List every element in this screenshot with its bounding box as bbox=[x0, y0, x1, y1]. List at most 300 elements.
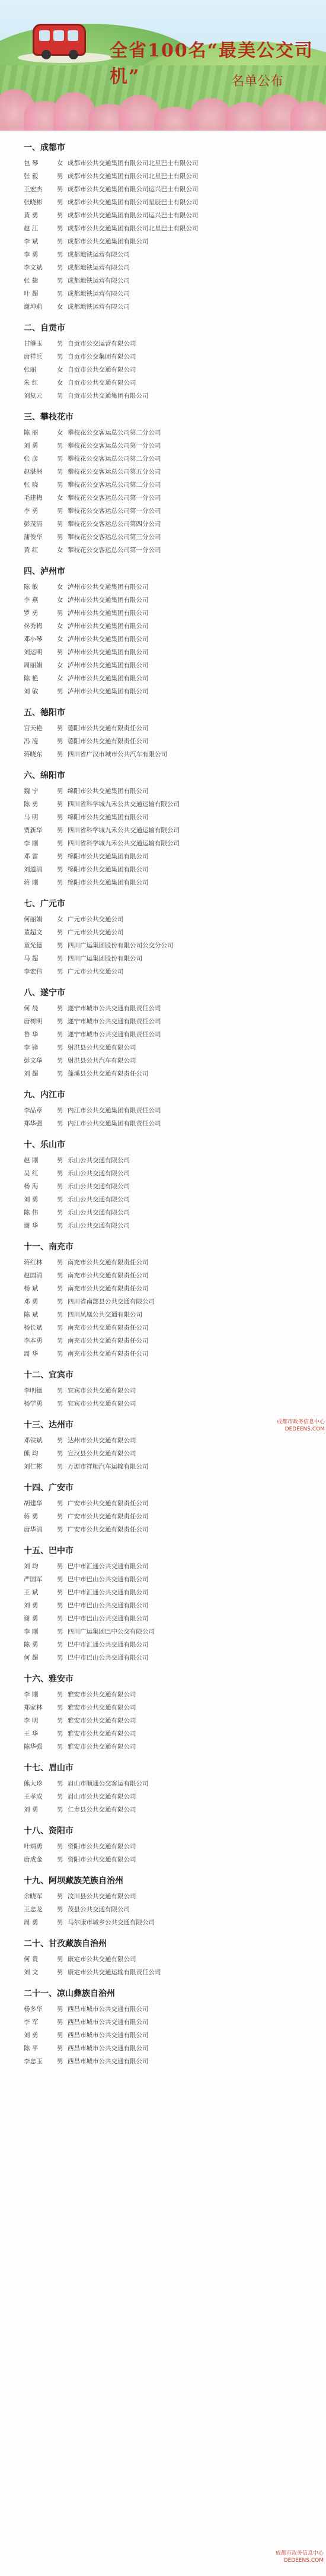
entry-organization: 南充市公共交通有限责任公司 bbox=[68, 1324, 149, 1331]
entry-name: 何 晨 bbox=[24, 1005, 39, 1012]
list-item bbox=[24, 580, 309, 594]
entry-organization: 泸州市公共交通集团有限公司 bbox=[68, 662, 149, 669]
list-item bbox=[24, 633, 309, 646]
entry-gender: 男 bbox=[57, 1259, 63, 1266]
list-item bbox=[24, 1573, 309, 1586]
entry-name: 赵湛洲 bbox=[24, 468, 43, 475]
entry-organization: 蓬溪县公共交通有限责任公司 bbox=[68, 1070, 149, 1077]
entry-gender: 男 bbox=[57, 2019, 63, 2026]
entry-organization: 内江市公共交通集团有限责任公司 bbox=[68, 1120, 161, 1127]
entry-name: 甘肇玉 bbox=[24, 340, 43, 347]
entry-organization: 广元市公共交通公司 bbox=[68, 916, 124, 923]
entry-gender: 男 bbox=[57, 827, 63, 834]
entry-gender: 男 bbox=[57, 1311, 63, 1318]
name-list bbox=[0, 131, 326, 2068]
section-title: 十三、达州市 bbox=[24, 1420, 73, 1430]
entry-name: 冯 凌 bbox=[24, 738, 39, 745]
entry-gender: 男 bbox=[57, 1654, 63, 1661]
entry-organization: 马尔康市城乡公共交通有限公司 bbox=[68, 1919, 155, 1926]
entry-gender: 男 bbox=[57, 2032, 63, 2039]
entry-gender: 男 bbox=[57, 1057, 63, 1064]
entry-organization: 四川省科学城九禾公共交通运输有限公司 bbox=[68, 840, 180, 847]
list-item bbox=[24, 1803, 309, 1816]
list-item bbox=[24, 1167, 309, 1180]
list-item bbox=[24, 1295, 309, 1308]
entry-organization: 绵阳市公共交通集团有限公司 bbox=[68, 814, 149, 821]
entry-name: 罗 勇 bbox=[24, 610, 39, 617]
entry-gender: 女 bbox=[57, 916, 63, 923]
entry-name: 王宏杰 bbox=[24, 186, 43, 193]
list-item bbox=[24, 1497, 309, 1510]
entry-name: 李 勇 bbox=[24, 251, 39, 258]
list-item bbox=[24, 1777, 309, 1790]
entry-organization: 遂宁市城市公共交通有限责任公司 bbox=[68, 1018, 161, 1025]
entry-gender: 男 bbox=[57, 1018, 63, 1025]
entry-organization: 射洪县公共交通有限公司 bbox=[68, 1044, 136, 1051]
entry-name: 李 锋 bbox=[24, 1044, 39, 1051]
entry-name: 鲁 华 bbox=[24, 1031, 39, 1038]
entry-name: 蒋晓东 bbox=[24, 751, 43, 758]
list-item bbox=[24, 837, 309, 850]
entry-name: 毛建梅 bbox=[24, 494, 43, 502]
entry-name: 李 刚 bbox=[24, 1691, 39, 1698]
entry-name: 谢坤莉 bbox=[24, 303, 43, 310]
list-item bbox=[24, 1054, 309, 1067]
entry-name: 张 捷 bbox=[24, 277, 39, 284]
entry-organization: 成都市公共交通集团有限公司星辰巴士有限公司 bbox=[68, 199, 199, 206]
entry-gender: 男 bbox=[57, 725, 63, 732]
list-item bbox=[24, 1916, 309, 1929]
entry-organization: 德阳市公共交通有限责任公司 bbox=[68, 738, 149, 745]
list-item bbox=[24, 183, 309, 196]
entry-name: 严国军 bbox=[24, 1576, 43, 1583]
entry-organization: 四川广运集团股份有限公司公交分公司 bbox=[68, 942, 174, 949]
entry-gender: 男 bbox=[57, 1730, 63, 1737]
entry-gender: 男 bbox=[57, 1563, 63, 1570]
entry-gender: 男 bbox=[57, 1337, 63, 1344]
list-item bbox=[24, 2016, 309, 2029]
entry-organization: 泸州市公共交通集团有限公司 bbox=[68, 675, 149, 682]
entry-organization: 成都地铁运营有限公司 bbox=[68, 277, 130, 284]
entry-name: 李 斌 bbox=[24, 238, 39, 245]
entry-gender: 男 bbox=[57, 455, 63, 462]
entry-name: 谢 勇 bbox=[24, 1615, 39, 1622]
list-item bbox=[24, 261, 309, 274]
entry-name: 蒲俊华 bbox=[24, 534, 43, 541]
entry-organization: 四川省科学城九禾公共交通运输有限公司 bbox=[68, 827, 180, 834]
list-item bbox=[24, 363, 309, 376]
entry-gender: 男 bbox=[57, 2045, 63, 2052]
entry-gender: 男 bbox=[57, 866, 63, 873]
entry-organization: 宜宾市公共交通有限公司 bbox=[68, 1400, 136, 1407]
entry-organization: 射洪县公共汽车有限公司 bbox=[68, 1057, 136, 1064]
list-item bbox=[24, 465, 309, 478]
entry-gender: 男 bbox=[57, 264, 63, 271]
list-item bbox=[24, 1510, 309, 1523]
entry-gender: 男 bbox=[57, 1717, 63, 1724]
entry-gender: 男 bbox=[57, 1298, 63, 1305]
entry-gender: 女 bbox=[57, 583, 63, 591]
list-item bbox=[24, 748, 309, 761]
watermark: 成都市政务信息中心 DEDEENS.COM bbox=[276, 1419, 325, 1432]
list-item bbox=[24, 531, 309, 544]
entry-name: 刘运明 bbox=[24, 649, 43, 656]
entry-name: 邓 雷 bbox=[24, 853, 39, 860]
entry-gender: 男 bbox=[57, 1526, 63, 1533]
entry-organization: 成都市公共交通集团有限公司北星巴士有限公司 bbox=[68, 173, 199, 180]
list-item bbox=[24, 1002, 309, 1015]
entry-name: 蒋红林 bbox=[24, 1259, 43, 1266]
list-item bbox=[24, 1714, 309, 1727]
entry-organization: 四川凤凰公共交通有限公司 bbox=[68, 1311, 142, 1318]
entry-name: 李宏伟 bbox=[24, 968, 43, 975]
entry-organization: 眉山市顺通公交客运有限公司 bbox=[68, 1780, 149, 1787]
list-item bbox=[24, 1586, 309, 1599]
list-item bbox=[24, 2029, 309, 2042]
entry-name: 张丽 bbox=[24, 366, 36, 373]
list-item bbox=[24, 452, 309, 465]
list-item bbox=[24, 1256, 309, 1269]
entry-gender: 男 bbox=[57, 1576, 63, 1583]
list-item bbox=[24, 376, 309, 389]
entry-gender: 男 bbox=[57, 1183, 63, 1190]
entry-gender: 男 bbox=[57, 1628, 63, 1635]
entry-organization: 遂宁市城市公共交通有限责任公司 bbox=[68, 1031, 161, 1038]
entry-gender: 男 bbox=[57, 353, 63, 360]
list-item bbox=[24, 491, 309, 505]
entry-gender: 男 bbox=[57, 814, 63, 821]
list-item bbox=[24, 1384, 309, 1397]
entry-name: 李 刚 bbox=[24, 840, 39, 847]
entry-gender: 男 bbox=[57, 929, 63, 936]
entry-gender: 男 bbox=[57, 1196, 63, 1203]
list-item bbox=[24, 1180, 309, 1193]
entry-organization: 自贡市公交集团有限公司 bbox=[68, 353, 136, 360]
entry-name: 李明德 bbox=[24, 1387, 43, 1394]
list-item bbox=[24, 913, 309, 926]
entry-organization: 巴中市巴山公共交通有限公司 bbox=[68, 1615, 149, 1622]
entry-name: 杨 斌 bbox=[24, 1285, 39, 1292]
list-item bbox=[24, 863, 309, 876]
banner bbox=[0, 0, 326, 131]
list-item bbox=[24, 1740, 309, 1753]
entry-organization: 巴中市汇通公共交通有限公司 bbox=[68, 1563, 149, 1570]
list-item bbox=[24, 287, 309, 300]
list-item bbox=[24, 1193, 309, 1206]
entry-organization: 乐山公共交通有限公司 bbox=[68, 1170, 130, 1177]
section-title: 十八、资阳市 bbox=[24, 1826, 73, 1836]
entry-gender: 男 bbox=[57, 534, 63, 541]
entry-organization: 西昌市城市公共交通有限公司 bbox=[68, 2045, 149, 2052]
entry-organization: 广安市公共交通有限责任公司 bbox=[68, 1500, 149, 1507]
entry-organization: 巴中市巴山公共交通有限公司 bbox=[68, 1654, 149, 1661]
section-title: 十一、南充市 bbox=[24, 1242, 73, 1252]
entry-name: 杨 海 bbox=[24, 1183, 39, 1190]
entry-name: 张 晓 bbox=[24, 481, 39, 488]
entry-organization: 攀枝花公交客运总公司第二分公司 bbox=[68, 481, 161, 488]
list-item bbox=[24, 1282, 309, 1295]
entry-gender: 男 bbox=[57, 2058, 63, 2065]
list-item bbox=[24, 2003, 309, 2016]
list-item bbox=[24, 939, 309, 952]
entry-name: 陈 伟 bbox=[24, 1209, 39, 1216]
list-item bbox=[24, 1117, 309, 1130]
entry-gender: 男 bbox=[57, 1272, 63, 1279]
entry-name: 郑华强 bbox=[24, 1120, 43, 1127]
entry-gender: 男 bbox=[57, 1070, 63, 1077]
entry-name: 佟秀梅 bbox=[24, 623, 43, 630]
entry-name: 杨学勇 bbox=[24, 1400, 43, 1407]
entry-name: 李 刚 bbox=[24, 1628, 39, 1635]
entry-name: 刘 均 bbox=[24, 1563, 39, 1570]
entry-organization: 巴中市汇通公共交通有限公司 bbox=[68, 1589, 149, 1596]
entry-name: 宫天艳 bbox=[24, 725, 43, 732]
entry-organization: 自贡市公共交通集团有限公司 bbox=[68, 392, 149, 399]
entry-name: 王 斌 bbox=[24, 1589, 39, 1596]
entry-name: 唐成金 bbox=[24, 1856, 43, 1863]
entry-name: 董超文 bbox=[24, 929, 43, 936]
page-title: 全省100名“最美公交司机” bbox=[110, 40, 314, 87]
entry-organization: 绵阳市公共交通集团有限公司 bbox=[68, 879, 149, 886]
entry-organization: 四川省南部县公共交通有限公司 bbox=[68, 1298, 155, 1305]
entry-organization: 泸州市公共交通集团有限公司 bbox=[68, 583, 149, 591]
entry-organization: 乐山公共交通有限公司 bbox=[68, 1157, 130, 1164]
entry-organization: 茂县公共交通有限公司 bbox=[68, 1906, 130, 1913]
entry-name: 谢 华 bbox=[24, 1222, 39, 1229]
entry-organization: 雅安市公共交通有限公司 bbox=[68, 1717, 136, 1724]
list-item bbox=[24, 222, 309, 235]
entry-gender: 男 bbox=[57, 1222, 63, 1229]
entry-organization: 广元市公共交通公司 bbox=[68, 968, 124, 975]
entry-organization: 乐山公共交通有限公司 bbox=[68, 1196, 130, 1203]
entry-gender: 男 bbox=[57, 1602, 63, 1609]
entry-gender: 男 bbox=[57, 1285, 63, 1292]
entry-name: 赵 江 bbox=[24, 225, 39, 232]
entry-gender: 男 bbox=[57, 1969, 63, 1976]
entry-gender: 男 bbox=[57, 738, 63, 745]
entry-gender: 男 bbox=[57, 1437, 63, 1444]
list-item bbox=[24, 1560, 309, 1573]
entry-name: 刘仁彬 bbox=[24, 1463, 43, 1470]
entry-gender: 男 bbox=[57, 840, 63, 847]
list-item bbox=[24, 1890, 309, 1903]
entry-gender: 男 bbox=[57, 968, 63, 975]
list-item bbox=[24, 1447, 309, 1460]
entry-gender: 男 bbox=[57, 290, 63, 297]
entry-gender: 女 bbox=[57, 366, 63, 373]
entry-gender: 男 bbox=[57, 1209, 63, 1216]
entry-gender: 男 bbox=[57, 1350, 63, 1357]
entry-organization: 广元市公共交通公司 bbox=[68, 929, 124, 936]
list-item bbox=[24, 1612, 309, 1625]
entry-name: 刘 勇 bbox=[24, 442, 39, 449]
entry-gender: 男 bbox=[57, 1044, 63, 1051]
entry-organization: 泸州市公共交通集团有限公司 bbox=[68, 623, 149, 630]
list-item bbox=[24, 1625, 309, 1638]
entry-gender: 男 bbox=[57, 1589, 63, 1596]
entry-organization: 汶川县公共交通有限公司 bbox=[68, 1893, 136, 1900]
entry-organization: 泸州市公共交通集团有限公司 bbox=[68, 610, 149, 617]
section-title: 九、内江市 bbox=[24, 1090, 65, 1100]
entry-organization: 泸州市公共交通集团有限公司 bbox=[68, 636, 149, 643]
entry-organization: 西昌市城市公共交通有限公司 bbox=[68, 2006, 149, 2013]
entry-organization: 成都市公共交通集团有限公司运兴巴士有限公司 bbox=[68, 212, 199, 219]
entry-gender: 男 bbox=[57, 1806, 63, 1813]
entry-organization: 成都地铁运营有限公司 bbox=[68, 251, 130, 258]
entry-organization: 成都地铁运营有限公司 bbox=[68, 264, 130, 271]
list-item bbox=[24, 1015, 309, 1028]
entry-organization: 南充市公共交通有限责任公司 bbox=[68, 1259, 149, 1266]
entry-organization: 南充市公共交通有限责任公司 bbox=[68, 1350, 149, 1357]
entry-name: 唐华清 bbox=[24, 1526, 43, 1533]
flowers-decoration bbox=[0, 83, 326, 131]
entry-gender: 女 bbox=[57, 379, 63, 386]
entry-gender: 男 bbox=[57, 1793, 63, 1800]
section-title: 二十、甘孜藏族自治州 bbox=[24, 1939, 107, 1949]
list-item bbox=[24, 1790, 309, 1803]
entry-organization: 达州市公共交通有限公司 bbox=[68, 1437, 136, 1444]
list-item bbox=[24, 478, 309, 491]
list-item bbox=[24, 1840, 309, 1853]
entry-organization: 南充市公共交通有限责任公司 bbox=[68, 1285, 149, 1292]
list-item bbox=[24, 824, 309, 837]
list-item bbox=[24, 1434, 309, 1447]
entry-gender: 男 bbox=[57, 1780, 63, 1787]
entry-organization: 四川广运集团股份有限公司 bbox=[68, 955, 142, 962]
entry-organization: 自贡市公共交通有限公司 bbox=[68, 379, 136, 386]
entry-gender: 女 bbox=[57, 662, 63, 669]
list-item bbox=[24, 389, 309, 402]
entry-name: 王 华 bbox=[24, 1730, 39, 1737]
list-item bbox=[24, 1853, 309, 1866]
section-title: 六、绵阳市 bbox=[24, 771, 65, 781]
list-item bbox=[24, 672, 309, 685]
entry-gender: 男 bbox=[57, 225, 63, 232]
entry-organization: 广安市公共交通有限责任公司 bbox=[68, 1526, 149, 1533]
list-item bbox=[24, 1523, 309, 1536]
entry-organization: 巴中市巴山公共交通有限公司 bbox=[68, 1602, 149, 1609]
entry-name: 张 彦 bbox=[24, 455, 39, 462]
entry-organization: 成都市公共交通集团有限公司 bbox=[68, 238, 149, 245]
entry-name: 陈 平 bbox=[24, 2045, 39, 2052]
entry-name: 童光德 bbox=[24, 942, 43, 949]
entry-organization: 西昌市城市公共交通有限公司 bbox=[68, 2019, 149, 2026]
watermark-bottom: 成都市政务信息中心 DEDEENS.COM bbox=[275, 2550, 324, 2564]
entry-gender: 女 bbox=[57, 597, 63, 604]
entry-gender: 男 bbox=[57, 186, 63, 193]
list-item bbox=[24, 426, 309, 439]
list-item bbox=[24, 965, 309, 978]
list-item bbox=[24, 735, 309, 748]
entry-gender: 男 bbox=[57, 1856, 63, 1863]
list-item bbox=[24, 1041, 309, 1054]
entry-gender: 男 bbox=[57, 879, 63, 886]
entry-gender: 男 bbox=[57, 521, 63, 528]
entry-gender: 男 bbox=[57, 751, 63, 758]
section-title: 八、遂宁市 bbox=[24, 988, 65, 998]
list-item bbox=[24, 1206, 309, 1219]
entry-gender: 男 bbox=[57, 468, 63, 475]
entry-gender: 男 bbox=[57, 1107, 63, 1114]
section-title: 四、泸州市 bbox=[24, 567, 65, 576]
entry-name: 赵 刚 bbox=[24, 1157, 39, 1164]
entry-name: 李 明 bbox=[24, 1717, 39, 1724]
list-item bbox=[24, 1334, 309, 1347]
entry-organization: 宜宾市公共交通有限公司 bbox=[68, 1387, 136, 1394]
entry-name: 叶靖勇 bbox=[24, 1843, 43, 1850]
entry-name: 刘 勇 bbox=[24, 2032, 39, 2039]
entry-name: 周丽娟 bbox=[24, 662, 43, 669]
list-item bbox=[24, 1688, 309, 1701]
bus-icon bbox=[33, 24, 86, 56]
entry-organization: 攀枝花公交客运总公司第一分公司 bbox=[68, 442, 161, 449]
entry-name: 包 琴 bbox=[24, 160, 39, 167]
section-title: 十五、巴中市 bbox=[24, 1546, 73, 1556]
entry-organization: 资阳市公共交通有限公司 bbox=[68, 1843, 136, 1850]
section-title: 五、德阳市 bbox=[24, 708, 65, 718]
entry-gender: 女 bbox=[57, 636, 63, 643]
entry-name: 唐祥兵 bbox=[24, 353, 43, 360]
entry-organization: 自贡市公交运营有限公司 bbox=[68, 340, 136, 347]
list-item bbox=[24, 1104, 309, 1117]
entry-gender: 男 bbox=[57, 1704, 63, 1711]
entry-organization: 内江市公共交通集团有限责任公司 bbox=[68, 1107, 161, 1114]
list-item bbox=[24, 1460, 309, 1473]
entry-name: 刘 勇 bbox=[24, 1806, 39, 1813]
entry-organization: 绵阳市公共交通集团有限公司 bbox=[68, 866, 149, 873]
entry-organization: 成都地铁运营有限公司 bbox=[68, 290, 130, 297]
entry-name: 何丽娟 bbox=[24, 916, 43, 923]
entry-organization: 攀枝花公交客运总公司第一分公司 bbox=[68, 547, 161, 554]
entry-organization: 四川省广汉市城市公共汽车有限公司 bbox=[68, 751, 167, 758]
entry-gender: 男 bbox=[57, 251, 63, 258]
entry-gender: 女 bbox=[57, 675, 63, 682]
entry-organization: 攀枝花公交客运总公司第五分公司 bbox=[68, 468, 161, 475]
list-item bbox=[24, 518, 309, 531]
section-title: 七、广元市 bbox=[24, 899, 65, 909]
entry-organization: 泸州市公共交通集团有限公司 bbox=[68, 688, 149, 695]
entry-name: 邓铁斌 bbox=[24, 1437, 43, 1444]
entry-name: 周 华 bbox=[24, 1350, 39, 1357]
entry-gender: 男 bbox=[57, 955, 63, 962]
entry-name: 赵国清 bbox=[24, 1272, 43, 1279]
entry-name: 陈 艳 bbox=[24, 675, 39, 682]
list-item bbox=[24, 659, 309, 672]
list-item bbox=[24, 505, 309, 518]
entry-gender: 男 bbox=[57, 1120, 63, 1127]
entry-name: 贾新华 bbox=[24, 827, 43, 834]
entry-name: 蒋 刚 bbox=[24, 879, 39, 886]
entry-name: 刘 超 bbox=[24, 1070, 39, 1077]
entry-gender: 男 bbox=[57, 507, 63, 515]
list-item bbox=[24, 876, 309, 889]
entry-name: 李 军 bbox=[24, 2019, 39, 2026]
list-item bbox=[24, 235, 309, 248]
entry-gender: 男 bbox=[57, 199, 63, 206]
list-item bbox=[24, 798, 309, 811]
entry-name: 邓 勇 bbox=[24, 1298, 39, 1305]
entry-organization: 泸州市公共交通集团有限公司 bbox=[68, 597, 149, 604]
entry-organization: 乐山公共交通有限公司 bbox=[68, 1209, 130, 1216]
list-item bbox=[24, 1219, 309, 1232]
entry-gender: 女 bbox=[57, 494, 63, 502]
section-title: 一、成都市 bbox=[24, 143, 65, 153]
entry-gender: 男 bbox=[57, 788, 63, 795]
list-item bbox=[24, 2042, 309, 2055]
entry-gender: 女 bbox=[57, 429, 63, 436]
entry-name: 刘复元 bbox=[24, 392, 43, 399]
list-item bbox=[24, 248, 309, 261]
